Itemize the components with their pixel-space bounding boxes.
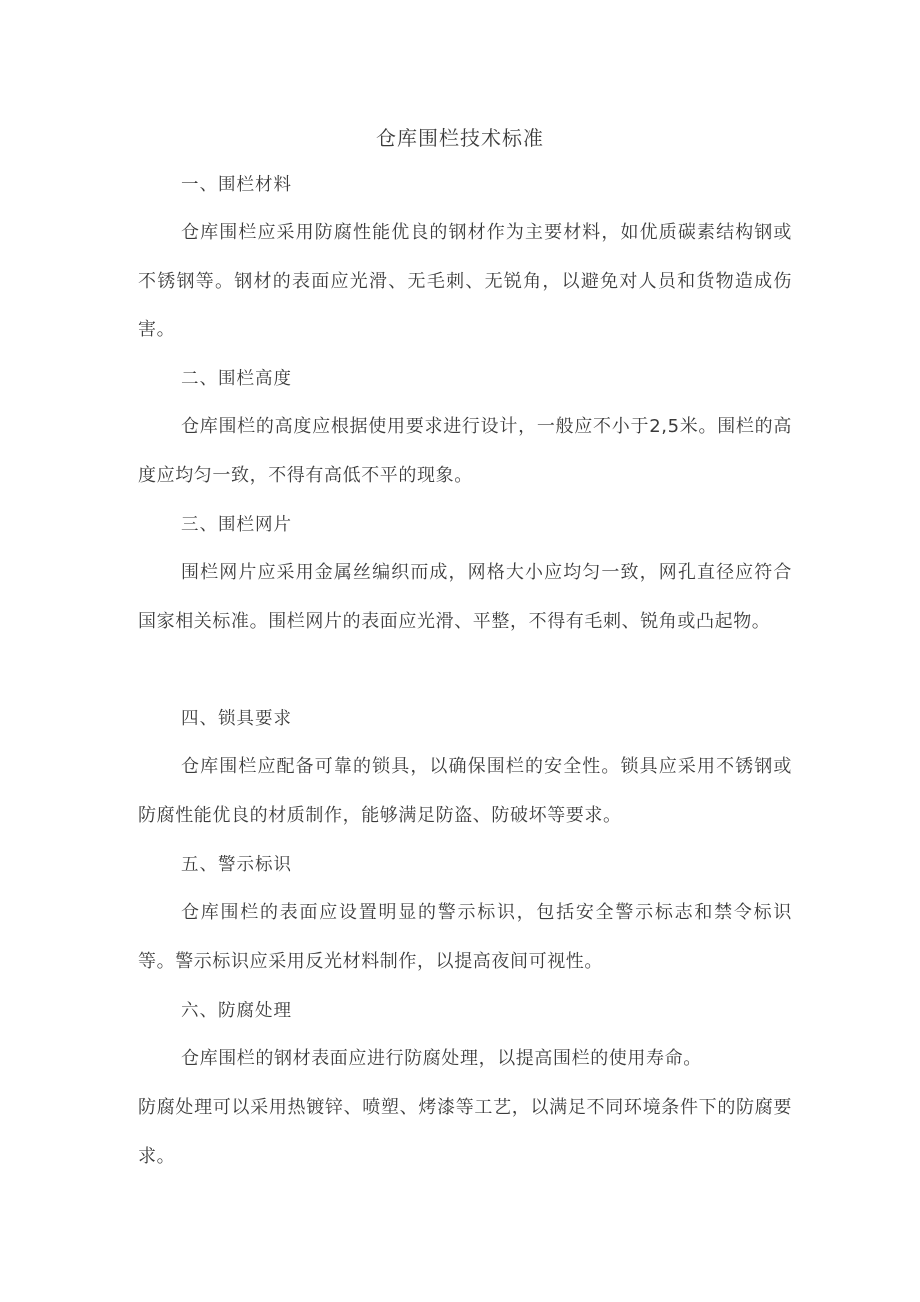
section-heading-height: 二、围栏高度 (181, 369, 292, 389)
section-paragraph-anticorrosion-2: 防腐处理可以采用热镀锌、喷塑、烤漆等工艺，以满足不同环境条件下的防腐要求。 (138, 1097, 792, 1167)
section-heading-locks: 四、锁具要求 (181, 709, 292, 729)
section-paragraph-mesh: 围栏网片应采用金属丝编织而成，网格大小应均匀一致，网孔直径应符合国家相关标准。围栏网片的表面应光滑、平整，不得有毛刺、锐角或凸起物。 (138, 562, 792, 632)
section-paragraph-locks: 仓库围栏应配备可靠的锁具，以确保围栏的安全性。锁具应采用不锈钢或防腐性能优良的材质制作，能够满足防盗、防破坏等要求。 (138, 756, 792, 826)
section-paragraph-materials: 仓库围栏应采用防腐性能优良的钢材作为主要材料，如优质碳素结构钢或不锈钢等。钢材的表面应光滑、无毛刺、无锐角，以避免对人员和货物造成伤害。 (138, 222, 792, 340)
section-heading-mesh: 三、围栏网片 (181, 515, 292, 535)
section-paragraph-anticorrosion-1: 仓库围栏的钢材表面应进行防腐处理，以提高围栏的使用寿命。 (181, 1048, 702, 1069)
document-title: 仓库围栏技术标准 (376, 126, 544, 150)
section-paragraph-height: 仓库围栏的高度应根据使用要求进行设计，一般应不小于2,5米。围栏的高度应均匀一致，不得有高低不平的现象。 (138, 416, 792, 486)
section-paragraph-signage: 仓库围栏的表面应设置明显的警示标识，包括安全警示标志和禁令标识等。警示标识应采用反光材料制作，以提高夜间可视性。 (138, 902, 792, 972)
section-heading-anticorrosion: 六、防腐处理 (181, 1001, 292, 1021)
section-heading-signage: 五、警示标识 (181, 855, 292, 875)
section-heading-materials: 一、围栏材料 (181, 175, 292, 195)
